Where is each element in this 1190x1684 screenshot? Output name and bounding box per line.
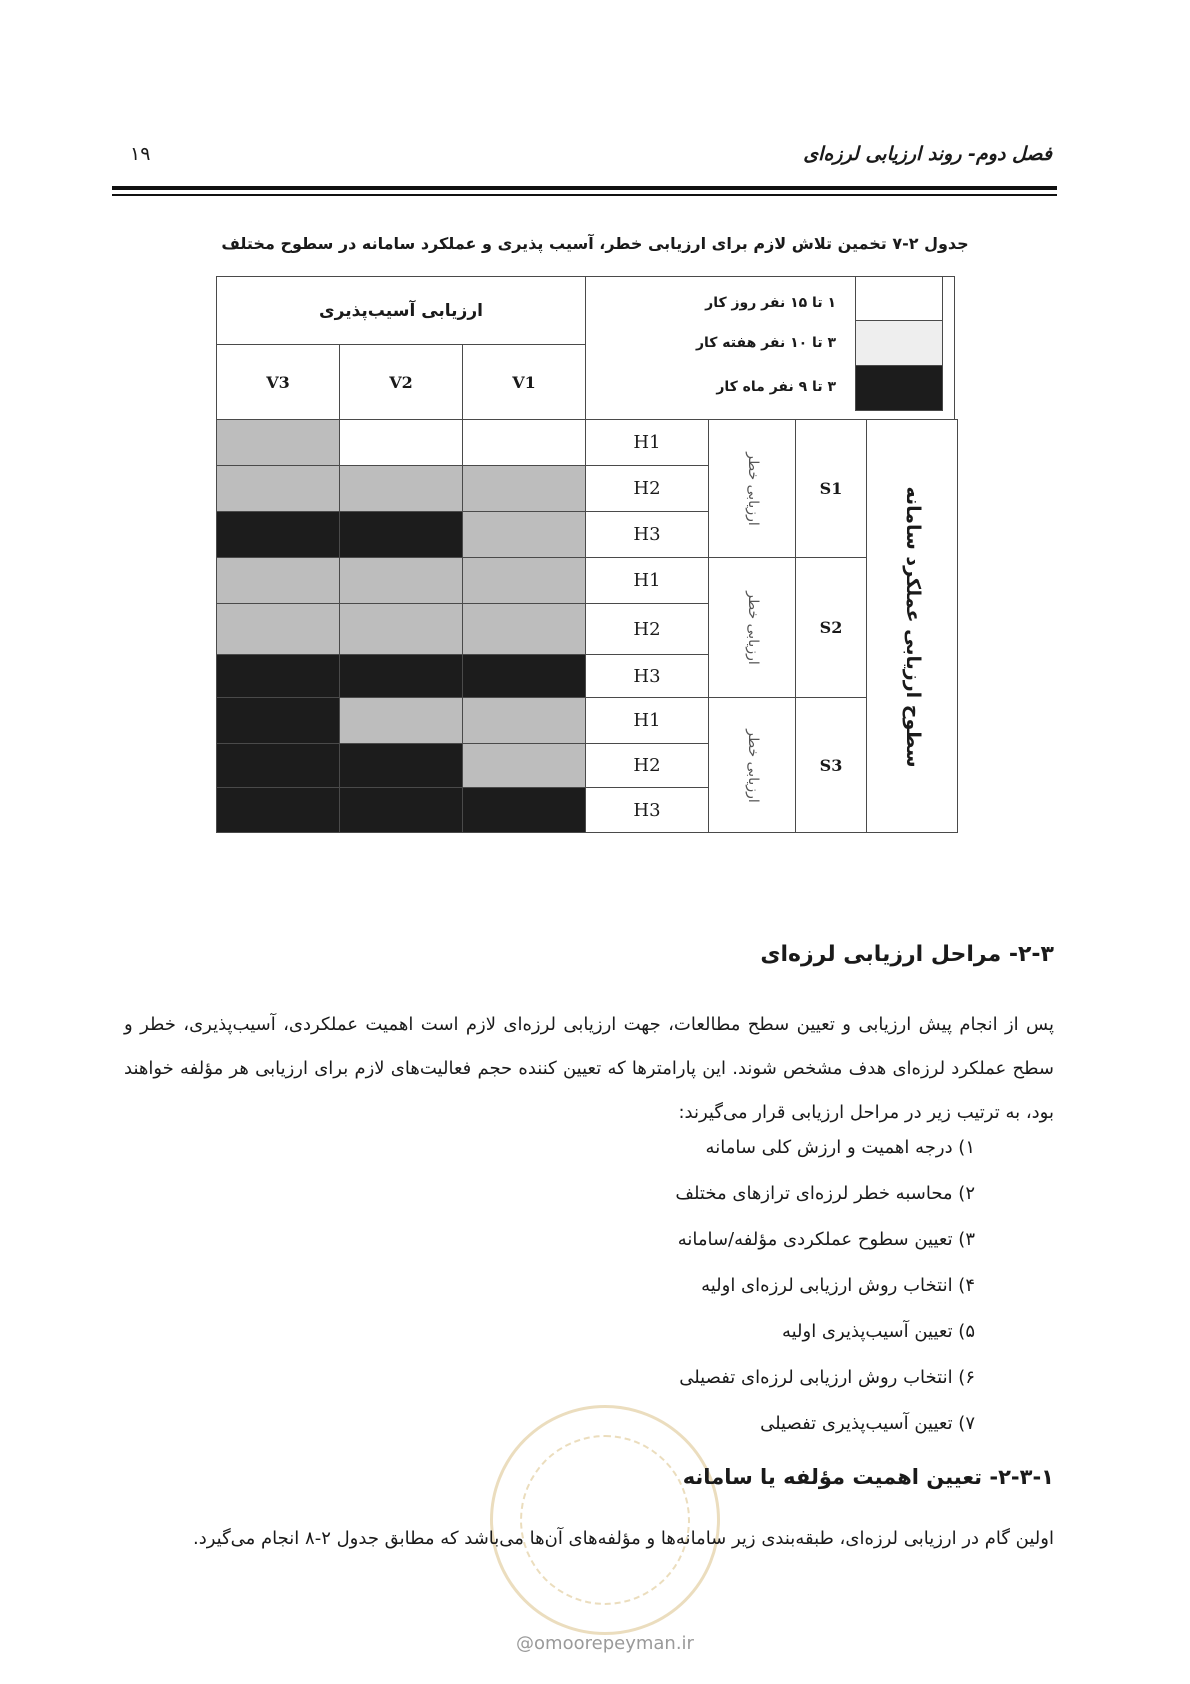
cell-s2-h2-v1 [462, 603, 586, 655]
legend-swatch-light [855, 320, 943, 366]
performance-label-cell [866, 419, 958, 833]
subsection-paragraph: اولین گام در ارزیابی لرزه‌ای، طبقه‌بندی زیر سامانه‌ها و مؤلفه‌های آن‌ها می‌باشد که مطابق جدول ۲-۸ انجام می‌گیرد. [193, 1528, 1054, 1549]
hazard-s3-h1: H1 [585, 697, 709, 744]
cell-s3-h1-v1 [462, 697, 586, 744]
header-rule-thin [112, 194, 1057, 196]
cell-s3-h1-v3 [216, 697, 340, 744]
cell-s2-h3-v3 [216, 654, 340, 698]
hazard-s2-h1: H1 [585, 557, 709, 604]
cell-s2-h3-v1 [462, 654, 586, 698]
hazard-group-s1 [708, 419, 796, 558]
cell-s1-h3-v2 [339, 511, 463, 558]
level-s3: S3 [795, 697, 867, 833]
cell-s3-h2-v2 [339, 743, 463, 788]
level-s2: S2 [795, 557, 867, 698]
legend-label-1: ۱ تا ۱۵ نفر روز کار [705, 295, 836, 311]
watermark-text: @omoorepeyman.ir [516, 1633, 694, 1654]
cell-s3-h3-v2 [339, 787, 463, 833]
cell-s2-h2-v3 [216, 603, 340, 655]
cell-s1-h1-v2 [339, 419, 463, 466]
cell-s3-h3-v1 [462, 787, 586, 833]
hazard-label-s2: ارزیابی خطر [745, 591, 761, 665]
hazard-group-s3 [708, 697, 796, 833]
column-header-v2: V2 [339, 344, 463, 420]
cell-s1-h2-v1 [462, 465, 586, 512]
cell-s1-h2-v2 [339, 465, 463, 512]
header-rule [112, 186, 1057, 190]
cell-s3-h2-v1 [462, 743, 586, 788]
step-item: ۴) انتخاب روش ارزیابی لرزه‌ای اولیه [701, 1275, 975, 1296]
level-s1: S1 [795, 419, 867, 558]
hazard-group-s2 [708, 557, 796, 698]
step-item: ۳) تعیین سطوح عملکردی مؤلفه/سامانه [677, 1229, 975, 1250]
cell-s2-h1-v3 [216, 557, 340, 604]
legend-swatch-dark [855, 365, 943, 411]
table-caption: جدول ۲-۷ تخمین تلاش لازم برای ارزیابی خطر، آسیب پذیری و عملکرد سامانه در سطوح مختلف [221, 234, 969, 253]
hazard-s1-h2: H2 [585, 465, 709, 512]
chapter-header: فصل دوم- روند ارزیابی لرزه‌ای [803, 143, 1052, 165]
vulnerability-header-cell [216, 276, 586, 345]
cell-s2-h1-v1 [462, 557, 586, 604]
legend-label-3: ۳ تا ۹ نفر ماه کار [716, 379, 836, 395]
section-heading: ۲-۳- مراحل ارزیابی لرزه‌ای [760, 942, 1054, 967]
cell-s3-h3-v3 [216, 787, 340, 833]
page-number: ۱۹ [130, 143, 151, 165]
cell-s2-h2-v2 [339, 603, 463, 655]
step-item: ۱) درجه اهمیت و ارزش کلی سامانه [705, 1137, 975, 1158]
hazard-s2-h3: H3 [585, 654, 709, 698]
vulnerability-header: ارزیابی آسیب‌پذیری [319, 300, 483, 321]
performance-label: سطوح ارزیابی عملکرد سامانه [902, 486, 924, 768]
legend-swatch-white [855, 276, 943, 321]
hazard-s1-h1: H1 [585, 419, 709, 466]
cell-s1-h3-v1 [462, 511, 586, 558]
section-paragraph: پس از انجام پیش ارزیابی و تعیین سطح مطالعات، جهت ارزیابی لرزه‌ای لازم است اهمیت عملکردی، آسیب‌پذیری، خطر و سطح عملکرد لرزه‌ای هدف مشخص شوند. این پارامترها که تعیین کننده حجم فعالیت‌های لازم برای ارزیابی هر مؤلفه خواهند بود، به ترتیب زیر در مراحل ارزیابی قرار می‌گیرند: [124, 1014, 1054, 1123]
hazard-s3-h3: H3 [585, 787, 709, 833]
cell-s1-h1-v3 [216, 419, 340, 466]
hazard-s1-h3: H3 [585, 511, 709, 558]
step-item: ۵) تعیین آسیب‌پذیری اولیه [781, 1321, 975, 1342]
hazard-s2-h2: H2 [585, 603, 709, 655]
hazard-label-s1: ارزیابی خطر [745, 452, 761, 526]
step-item: ۷) تعیین آسیب‌پذیری تفصیلی [760, 1413, 975, 1434]
cell-s1-h1-v1 [462, 419, 586, 466]
cell-s1-h3-v3 [216, 511, 340, 558]
cell-s2-h1-v2 [339, 557, 463, 604]
column-header-v1: V1 [462, 344, 586, 420]
cell-s3-h1-v2 [339, 697, 463, 744]
subsection-heading: ۲-۳-۱- تعیین اهمیت مؤلفه یا سامانه [682, 1465, 1054, 1489]
cell-s3-h2-v3 [216, 743, 340, 788]
cell-s2-h3-v2 [339, 654, 463, 698]
column-header-v3: V3 [216, 344, 340, 420]
legend-label-2: ۳ تا ۱۰ نفر هفته کار [695, 335, 836, 351]
hazard-label-s3: ارزیابی خطر [745, 729, 761, 803]
hazard-s3-h2: H2 [585, 743, 709, 788]
step-item: ۶) انتخاب روش ارزیابی لرزه‌ای تفصیلی [679, 1367, 975, 1388]
step-item: ۲) محاسبه خطر لرزه‌ای ترازهای مختلف [675, 1183, 975, 1204]
cell-s1-h2-v3 [216, 465, 340, 512]
